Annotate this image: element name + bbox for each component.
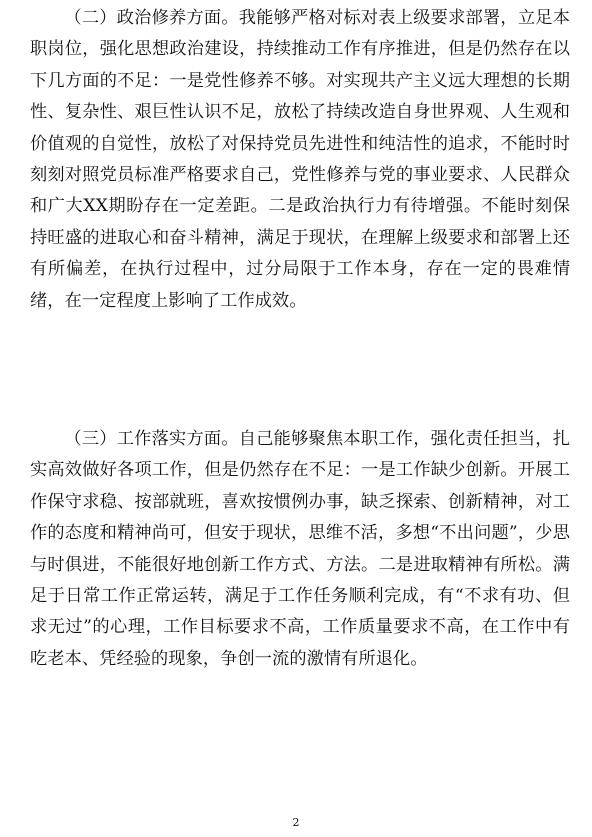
page-number: 2 [292,816,300,829]
paragraph-political-cultivation: （二）政治修养方面。我能够严格对标对表上级要求部署，立足本职岗位，强化思想政治建设，持续推动工作有序推进，但是仍然存在以下几方面的不足：一是党性修养不够。对实现共产主义远大理想的长期性、复杂性、艰巨性认识不足，放松了持续改造自身世界观、人生观和价值观的自觉性，放松了对保持党员先进性和纯洁性的追求，不能时时刻刻对照党员标准严格要求自己，党性修养与党的事业要求、人民群众和广大XX期盼存在一定差距。二是政治执行力有待增强。不能时刻保持旺盛的进取心和奋斗精神，满足于现状，在理解上级要求和部署上还有所偏差，在执行过程中，过分局限于工作本身，存在一定的畏难情绪，在一定程度上影响了工作成效。 [30,8,570,311]
paragraph-work-implementation: （三）工作落实方面。自己能够聚焦本职工作，强化责任担当，扎实高效做好各项工作，但是仍然存在不足：一是工作缺少创新。开展工作保守求稳、按部就班，喜欢按惯例办事，缺乏探索、创新精神，对工作的态度和精神尚可，但安于现状，思维不活，多想“不出问题”，少思与时俱进，不能很好地创新工作方式、方法。二是进取精神有所松。满足于日常工作正常运转，满足于工作任务顺利完成，有“不求有功、但求无过”的心理，工作目标要求不高，工作质量要求不高，在工作中有吃老本、凭经验的现象，争创一流的激情有所退化。 [30,429,570,669]
